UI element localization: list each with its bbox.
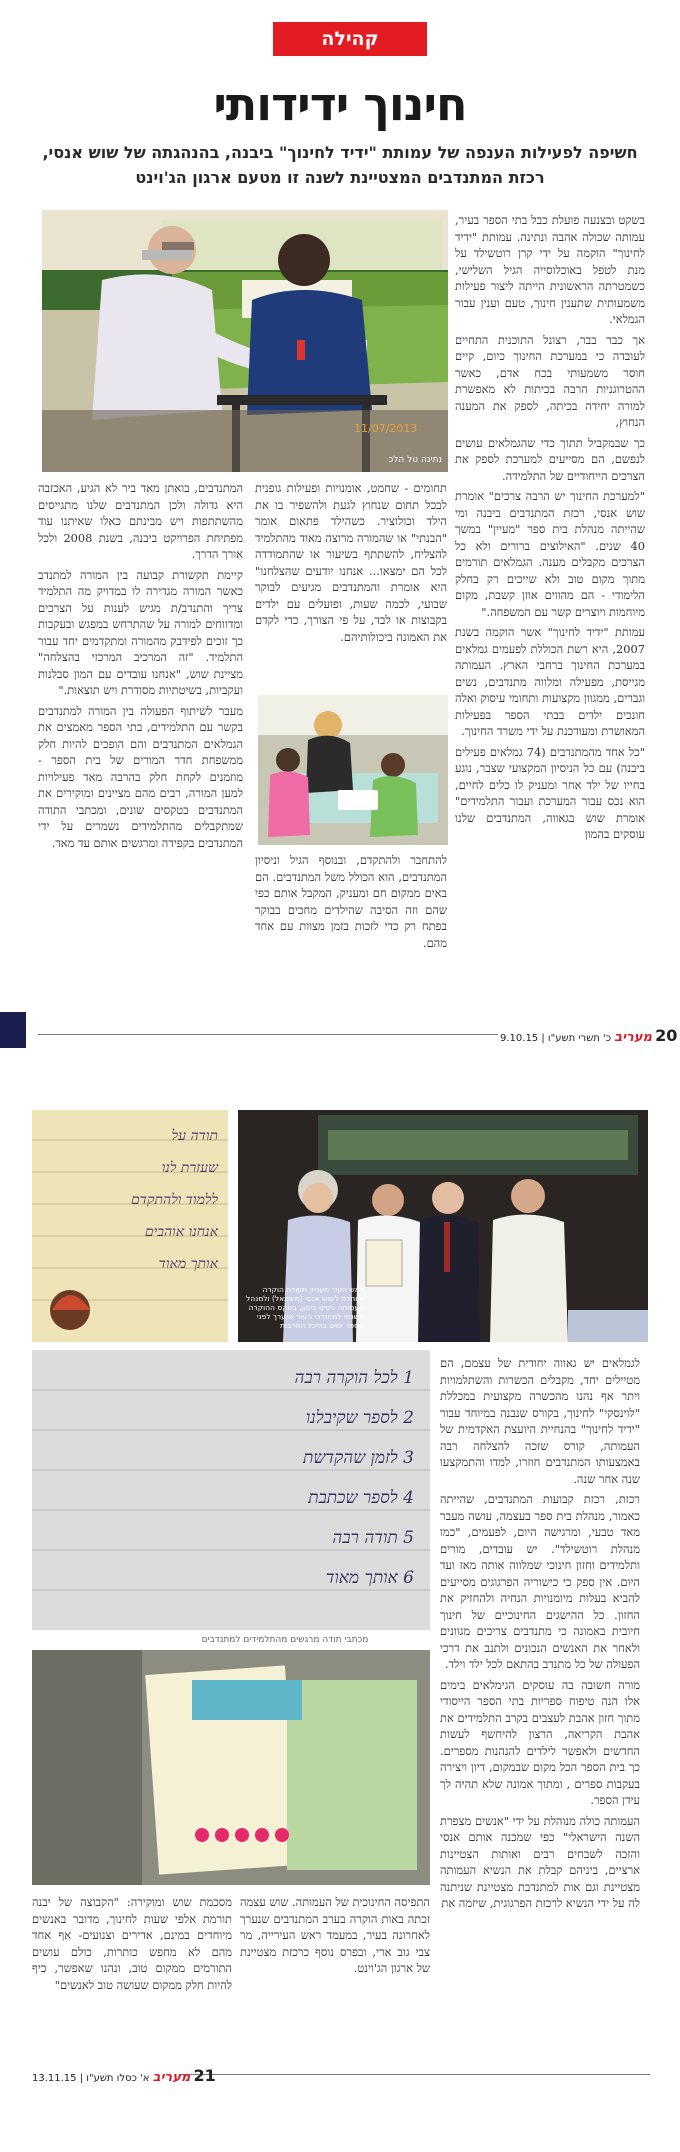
page-footer [500,1026,677,1045]
handwritten-line: 4 לספר שכתבת [308,1488,414,1508]
photo1-date: 11/07/2013 [354,422,418,435]
paragraph: לגמלאים יש גאווה יחודית של עצמם, הם מטיילים יחד, מקבלים הכשרות והשתלמויות ויתר אף נהנו מהכשרה מקצועית במכללת "לוינסקי" לחינוך, בקורס שנבנה במיוחד עבור "ידיד לחינוך" בהנחיית היועצת האקדמית של העמותה, קורס שזכה להצלחה רבה באמצעותו המתנדבים חוזרו, למדו והתמקצעו שנה אחר שנה. [440,1356,640,1486]
handwritten-line: 6 אותך מאוד [325,1568,414,1588]
handwritten-line: 1 לכל הוקרה רבה [294,1368,414,1388]
paragraph: קיימת תקשורת קבועה בין המורה למתנדב כאשר המורה מגדירה לו במדויק מה התלמיד צריך והתנדב/ת מגיש לענות על הצרכים ומדווחים למורה על שהתרחש במפגש ובעקבות כך זוכים לפידבק מהמורה ומתקדמים יחד עבור התלמיד. "זה המרכיב המרכזי בהצלחה" מציינת שוש, "אנחנו עובדים עם המון סבלנות ועקביות, בשיטתיות מסודרת ויש תוצאות." [38,567,243,697]
column-right [440,1355,640,2055]
column-left [32,1894,232,2054]
handwritten-line: 2 לספר שקיבלנו [305,1408,414,1428]
paragraph: "כל אחד מהמתנדבים (74 גמלאים פעילים ביבנה) עם כל הניסיון המקצועי שצבר, נוגע בחייו של ילד אחר ומעניק לו כלים לחיים, הוא נכס עבור המערכת ועבור התלמידים" אומרת שוש בגאווה, המתנדבים שלנו עוסקים בהמון [455,744,645,841]
paragraph: בשקט ובצנעה פועלת כבל בתי הספר בעיר, עמותה שכולה אהבה ונתינה. עמותת "ידיד לחינוך" הוקמה על ידי קרן רוטשילד על מנת לטפל באוכלוסייה הגיל השלישי, כשמטרתה הראשונית הייתה ליצור פעילות משמעותית שתענין חינוך, טעם וענין עבור הגמלאי. [455,213,645,326]
handwritten-line: תודה על [171,1128,218,1144]
handwritten-line: 5 תודה רבה [332,1528,414,1548]
article-headline: חינוך ידידותי [213,77,467,131]
letters-caption: מכתבי תודה מרגשים מהתלמידים למתנדבים [201,1635,369,1645]
column-right [455,212,645,1002]
paragraph: רכזת, רכזת קבועות המתנדבים, שהייתה כאמור, מנהלת בית ספר בעצמה, עושה מעבר מאד טבעי, ומרגישה היום, לפעמים, "כמו מנהלת רוטשילד". יש עובדים, מורים ותלמידים וחזון חינוכי שמלווה אותה מאז ועד היום. אין ספק כי כישוריה הפרגוגים מסייעים להביא בעלות מיומנויות הנחיה ולהחזיק את החזון. כל ההישגים החינוכיים של חינוך חיובית באמונה כי מתנדבים צריכים מגוונים ולאחר את האנשים הנכונים ולתנב את דרכי הפעולה של כל מתנדב בהתאם לכל ילד וילד. [440,1492,640,1671]
magazine-page-21 [0,1050,680,2152]
paragraph: התפיסה החינוכית של העמותה. שוש עצמה זכתה באות הוקרה בערב המתנדבים שנערך לאחרונה בעיר, במעמד ראש העירייה, מר צבי גוב ארי, ובפרס נוסף כרכזת מצטיינת של ארגון הג'וינט. [240,1895,430,1975]
handwritten-line: 3 לזמן שהקדשת [302,1448,414,1468]
photo-girls-table [258,695,448,845]
pink-note-lines-text [74,1358,414,1598]
paragraph: מסכמת שוש ומוקירה: "הקבוצה של יבנה תורמת אלפי שעות לחינוך, מדובר באנשים מיוחדים במינם, אדירים וצנועים- אף אחד מהם לא מחפש כותרות, כולם עושים התורמים ממקום טוב, ונהנו שאפשר, כיף להיות חלק ממקום שעושה טוב לאנשים" [32,1895,232,1992]
paragraph: המתנדבים, בואתן מאד ביר לא הגיע, האכזבה היא גדולה ולכן המתנדבים שלנו מתגייסים מהשתתפות ויש מבינתם כאלו שאיתנו עוד מפתיחת הפרויקט ביבנה, בשנת 2008 ולכל אורך הדרך. [38,481,243,561]
footer-rule [180,2074,650,2075]
handwritten-line: שעזרת לנו [161,1160,218,1176]
photo-numbered-thank-you-note [32,1350,430,1630]
paragraph: מורה חשובה בה עוסקים הגימלאים בימים אלו הנה טיפוח ספריות בתי הספר הייסודי מתוך חזון אהבת לעצבים בקרב התלמידים את אהבת הקריאה, הרצון להיחשף לעשות החדשים ולאפשר לילדים להנהנות מספרים. כך בית הספר הכל מקום שבמקום, דיון ויצירה בעקבות ספרים , ומתוך אמונה שלא תהיה לך עידן הספר. [440,1677,640,1807]
photo-girls-table-art [258,695,448,845]
paragraph: כך שבמקביל תתוך כדי שהגמלאים עושים לנפשם, הם מסייעים למערכת לספק את הצרכים הייחודיים של התלמידה. [455,435,645,483]
photo-student-notebooks-art [32,1650,430,1885]
paragraph: להתחבר ולהתקדם, ובנוסף הגיל וניסיון המתנדבים, הוא הכולל משל המתנדבים. הם באים ממקום חם ומעניק, המקבל אותם כפי שהם וזה הסיבה שהילדים מחכים בבוקר בפתח רק כדי לזכות בזמן מצוות עם אחד מהם. [255,853,447,950]
handwritten-line: אותך מאוד [158,1256,218,1272]
issue-date: א' כסלו תשע"ו | 13.11.15 [32,2073,150,2084]
paragraph: מעבר לשיתוף הפעולה בין המורה למתנדבים בקשר עם התלמידים, בתי הספר מאמצים את הגמלאים המתנדבים והם הופכים להיות חלק ממשפחת חדר המורים של בית הספר - מוזמנים לקחת חלק בהרבה מאד פעילויות למען המורה, רבים מהם מציינים ומוקירים את המתנדבים בטקסים שונים, ומכתבי התודה שמתקבלים מהתלמידים נשמרים על ידי המתנדבים בקפידה ומרגשים אותם עד מאד. [38,703,243,850]
page-number: 20 [655,1026,678,1045]
magazine-logo: מעריב [614,1030,652,1045]
paragraph: עמותת "ידיד לחינוך" אשר הוקמה בשנת 2007, היא רשת הכוללת לפעמים גמלאים במערכת החינוך ברחבי הארץ. העמותה מגייסת, מפעילה ומלווה מתנדבים, נשים וגברים, ממגוון מקצועות ותחומי עיסוק ואלה חונכים ילדים בבתי הספר בפעילות המאושרת ומעודכנת על ידי משרד החינוך. [455,625,645,738]
magazine-page-20 [0,0,680,1050]
photo-award-ceremony [238,1110,648,1342]
paragraph: אך כבר בבר, רצונל התוכנית התחיים לעובדה כי במערכת החינוך כיום, קיים חוסר משמעותי בכח אדם, כאשר ההטרוגניות הרבה בכיתות לא מאפשרת למורה יחידה בכיתה, לספק את המענה הנחוץ, [455,332,645,429]
handwritten-line: ללמוד ולהתקדם [131,1192,218,1208]
article-subhead: חשיפה לפעילות הענפה של עמותת "ידיד לחינוך" ביבנה, בהנהגתה של שוש אנסי, רכזת המתנדבים המצטיינת לשנה זו מטעם ארגון הג'וינט [42,143,638,187]
ceremony-photo-caption: ראש העיר מעניק תעודת הוקרה מיוחדת לשוש אנסי (משמאל) ולמנהל העמותה ניסים ביטון, בטקס ההוקרה השנתי למתנדבי העיר שנערך לפני מספר ימים בהיכל התרבות [246,1285,364,1330]
issue-date: כ' תשרי תשע"ו | 9.10.15 [500,1033,612,1044]
page-edge-marker [0,1012,26,1048]
footer-rule [38,1034,498,1035]
paragraph: העמותה כולה מנוהלת על ידי "אנשים מצפרת השנה הישראלי" כפי שמכנה אותם אנסי והזכה לשבחים רבים ואותות הצטיינות ארציים, ביניהם קבלת את הנשיא העמותה מצטיינת וגם אות למתנדבת מצטיינת שניתנה לה על ידי הנשיא לרכזת הפרגוגית, שיזמה את [440,1813,640,1910]
page-number: 21 [193,2066,216,2085]
photo-student-notebooks [32,1650,430,1885]
photo1-credit: נתינה טל הלכ [388,455,442,465]
column-middle-top [255,480,447,680]
magazine-logo: מעריב [152,2070,191,2085]
section-tag: קהילה [273,22,427,56]
photo-volunteer-tutoring [42,210,448,472]
handwritten-lines [48,1120,218,1280]
column-middle-bottom [255,852,447,1002]
paragraph: תחומים - שחמט, אומנויות ופעילות גופנית לבכל תחום שנחוץ לגעת ולהשפיר בו את הילד וכולוציר. כשהילד פתאום אומר "הבנתי" או שהמורה מרוצה מאוד מהתלמיד להצליח, להשתתף בשיעור או שהתמודדה לכל הם ימצאו... אנחנו יודעים שהצלחנו" היא אומרת והמתנדבים מגיעים לבוקר שבועי, לכמה שעות, ופועלים עם ילדים בקבוצות או לבד, על פי הצורך, כדי לקדם את האמונה ביכולותיהם. [255,481,447,644]
paragraph: "למערכת החינוך יש הרבה צרכים" אומרת שוש אנסי, רכזת המתנדבים ביבנה ומי שהייתה מנהלת בית ספר "מעיין" במשך 40 שנים. "האילוצים ברורים ולא כל הצרכים מקבלים מענה. הגמלאים תורמים מתוך מקום טוב ולא שייכים רק בחלק הלימודי - הם מהווים אוזן קשבת, מקום מיוחמות ויוצרים קשר עם המשפחה." [455,489,645,619]
photo-thank-you-letter [32,1110,228,1342]
handwritten-line: אנחנו אוהבים [144,1224,218,1240]
column-left [38,480,243,1005]
page-footer [32,2066,216,2085]
column-middle [240,1894,430,2054]
